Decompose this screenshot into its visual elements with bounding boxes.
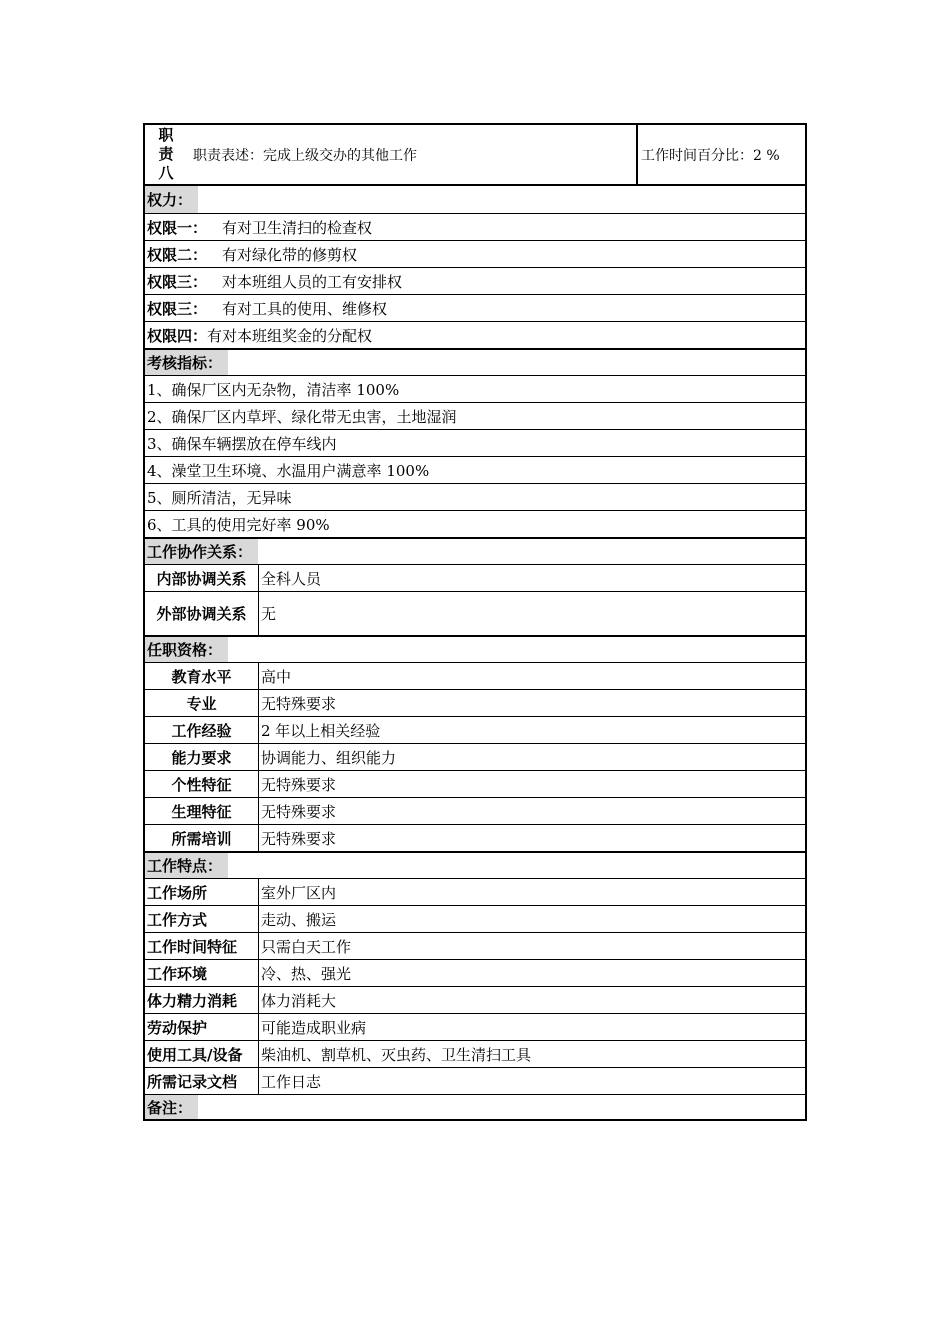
feature-value: 工作日志 xyxy=(261,1072,322,1091)
authority-row xyxy=(145,240,805,267)
kpi-text: 6、工具的使用完好率 90% xyxy=(147,515,330,534)
qualification-row xyxy=(145,797,805,824)
feature-row xyxy=(145,1040,805,1067)
qualification-row xyxy=(145,716,805,743)
feature-label: 工作方式 xyxy=(145,906,259,932)
authority-label: 权限二： xyxy=(147,245,208,264)
remarks-row xyxy=(145,1094,805,1119)
section-title: 工作协作关系： xyxy=(145,539,258,564)
qualification-row xyxy=(145,662,805,689)
kpi-row xyxy=(145,402,805,429)
feature-row xyxy=(145,932,805,959)
qualification-label: 工作经验 xyxy=(145,717,259,743)
qualification-value: 2 年以上相关经验 xyxy=(261,721,381,740)
qualification-row xyxy=(145,743,805,770)
feature-label: 工作场所 xyxy=(145,879,259,905)
relation-value: 全科人员 xyxy=(261,569,322,588)
qualification-label: 个性特征 xyxy=(145,771,259,797)
feature-row xyxy=(145,986,805,1013)
feature-row xyxy=(145,905,805,932)
kpi-text: 1、确保厂区内无杂物，清洁率 100% xyxy=(147,380,400,399)
authority-label: 权限四： xyxy=(147,326,208,345)
feature-row xyxy=(145,959,805,986)
kpi-row xyxy=(145,375,805,402)
kpi-row xyxy=(145,429,805,456)
feature-label: 工作环境 xyxy=(145,960,259,986)
authority-row xyxy=(145,321,805,348)
section-title: 任职资格： xyxy=(145,637,228,662)
job-description-table xyxy=(143,123,807,1121)
kpi-text: 5、厕所清洁，无异味 xyxy=(147,488,292,507)
section-title: 备注： xyxy=(145,1095,198,1119)
feature-label: 所需记录文档 xyxy=(145,1068,259,1094)
kpi-section-header xyxy=(145,348,805,375)
qualification-value: 无特殊要求 xyxy=(261,802,337,821)
duty-title-char: 责 xyxy=(158,145,174,163)
authority-row xyxy=(145,213,805,240)
section-title: 权力： xyxy=(145,186,198,213)
kpi-text: 4、澡堂卫生环境、水温用户满意率 100% xyxy=(147,461,430,480)
duty-header-row xyxy=(145,125,805,186)
time-percentage: 工作时间百分比：2 % xyxy=(641,147,780,164)
qualifications-section-header xyxy=(145,635,805,662)
authority-text: 有对工具的使用、维修权 xyxy=(222,299,388,318)
feature-row xyxy=(145,1067,805,1094)
feature-value: 只需白天工作 xyxy=(261,937,352,956)
duty-header-left xyxy=(145,125,638,184)
feature-label: 工作时间特征 xyxy=(145,933,259,959)
feature-label: 劳动保护 xyxy=(145,1014,259,1040)
relation-row xyxy=(145,564,805,591)
qualification-value: 无特殊要求 xyxy=(261,829,337,848)
qualification-value: 协调能力、组织能力 xyxy=(261,748,397,767)
qualification-label: 生理特征 xyxy=(145,798,259,824)
qualification-label: 所需培训 xyxy=(145,825,259,851)
authority-label: 权限一： xyxy=(147,218,208,237)
authority-text: 有对本班组奖金的分配权 xyxy=(207,326,373,345)
features-section-header xyxy=(145,851,805,878)
feature-value: 可能造成职业病 xyxy=(261,1018,367,1037)
feature-label: 体力精力消耗 xyxy=(145,987,259,1013)
authority-text: 有对卫生清扫的检查权 xyxy=(222,218,373,237)
qualification-value: 无特殊要求 xyxy=(261,775,337,794)
section-title: 考核指标： xyxy=(145,350,228,375)
qualification-label: 能力要求 xyxy=(145,744,259,770)
qualification-row xyxy=(145,770,805,797)
duty-number-title xyxy=(145,125,187,184)
section-title: 工作特点： xyxy=(145,853,228,878)
feature-value: 走动、搬运 xyxy=(261,910,337,929)
kpi-text: 3、确保车辆摆放在停车线内 xyxy=(147,434,337,453)
qualification-row xyxy=(145,824,805,851)
authority-label: 权限三： xyxy=(147,272,208,291)
qualification-value: 高中 xyxy=(261,667,292,686)
kpi-text: 2、确保厂区内草坪、绿化带无虫害，土地湿润 xyxy=(147,407,457,426)
authority-row xyxy=(145,294,805,321)
qualification-label: 教育水平 xyxy=(145,663,259,689)
feature-value: 柴油机、割草机、灭虫药、卫生清扫工具 xyxy=(261,1045,532,1064)
kpi-row xyxy=(145,456,805,483)
authority-text: 有对绿化带的修剪权 xyxy=(222,245,358,264)
authority-section-header xyxy=(145,186,805,213)
qualification-value: 无特殊要求 xyxy=(261,694,337,713)
kpi-row xyxy=(145,510,805,537)
feature-value: 冷、热、强光 xyxy=(261,964,352,983)
relation-label: 外部协调关系 xyxy=(145,592,259,635)
authority-row xyxy=(145,267,805,294)
relations-section-header xyxy=(145,537,805,564)
feature-row xyxy=(145,1013,805,1040)
relation-label: 内部协调关系 xyxy=(145,565,259,591)
authority-label: 权限三： xyxy=(147,299,208,318)
duty-description: 职责表述：完成上级交办的其他工作 xyxy=(193,147,417,164)
feature-value: 体力消耗大 xyxy=(261,991,337,1010)
relation-value: 无 xyxy=(261,605,277,623)
qualification-label: 专业 xyxy=(145,690,259,716)
feature-label: 使用工具/设备 xyxy=(145,1041,259,1067)
relation-row xyxy=(145,591,805,635)
feature-row xyxy=(145,878,805,905)
qualification-row xyxy=(145,689,805,716)
feature-value: 室外厂区内 xyxy=(261,883,337,902)
duty-title-char: 职 xyxy=(158,126,174,144)
authority-text: 对本班组人员的工有安排权 xyxy=(222,272,403,291)
duty-title-char: 八 xyxy=(158,164,174,182)
kpi-row xyxy=(145,483,805,510)
